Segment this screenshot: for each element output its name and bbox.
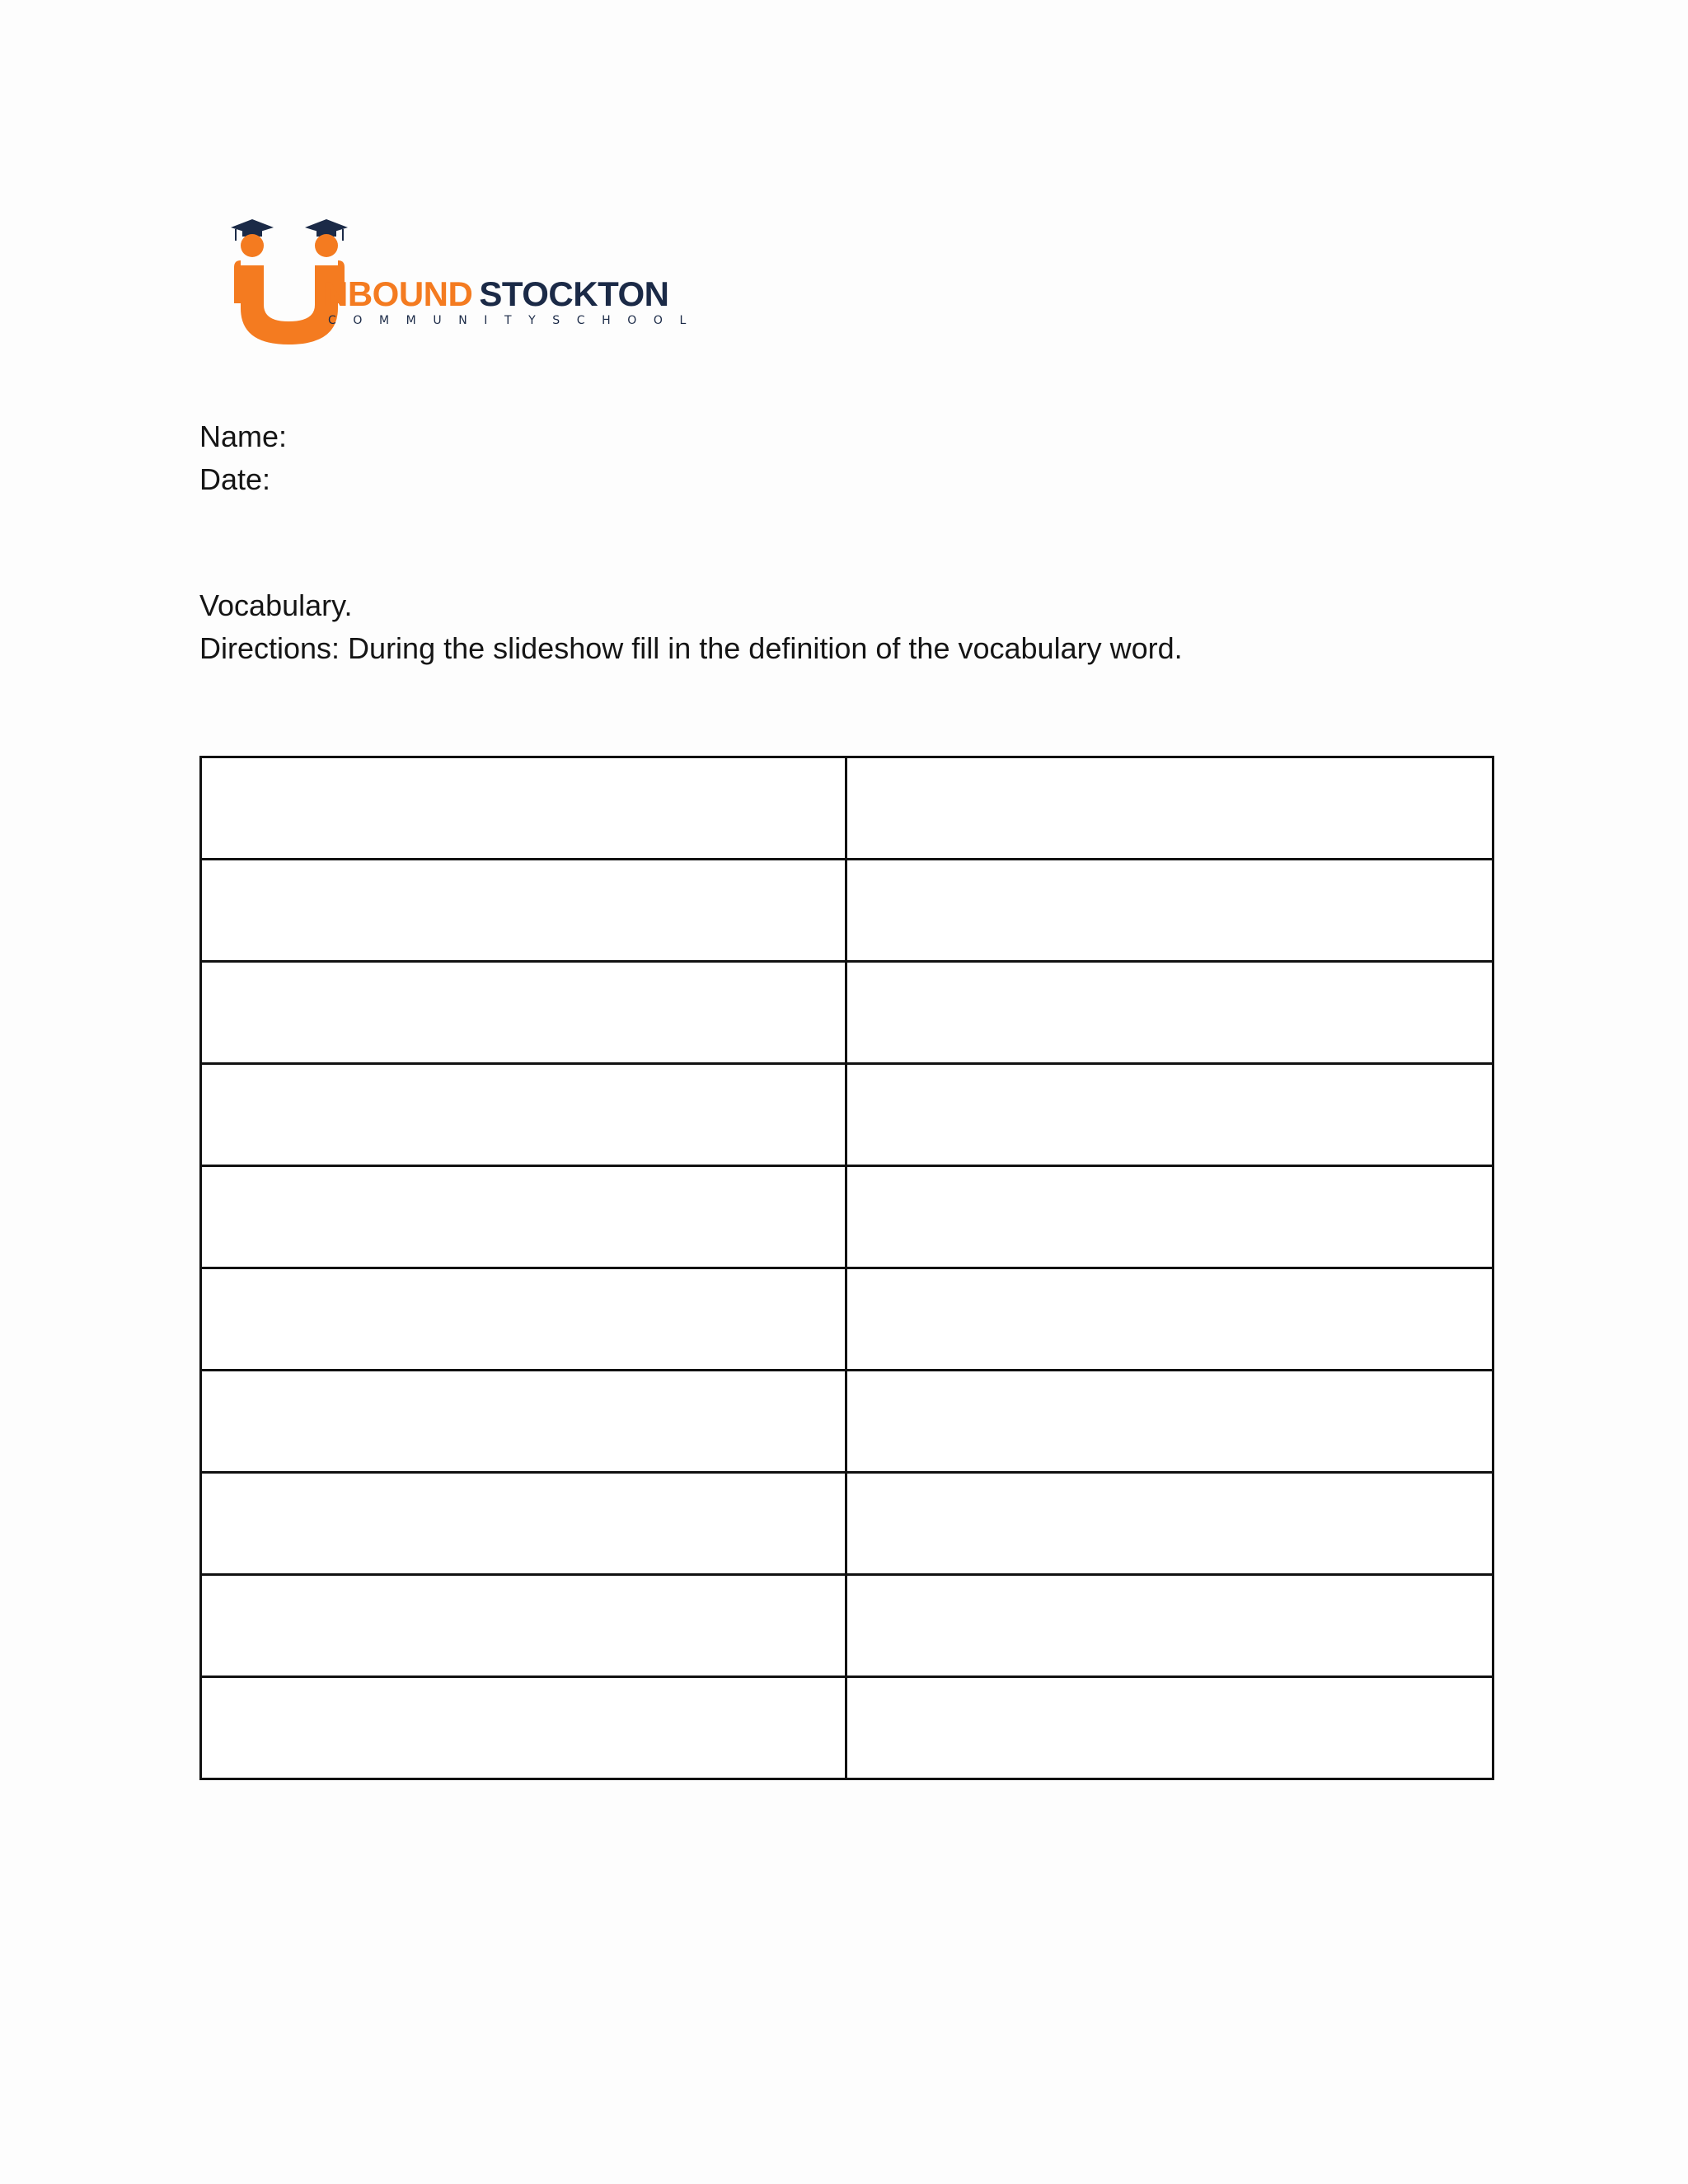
vocabulary-word-cell[interactable] bbox=[201, 1473, 846, 1575]
table-row bbox=[201, 757, 1493, 860]
table-row bbox=[201, 1268, 1493, 1371]
definition-cell[interactable] bbox=[846, 962, 1493, 1064]
vocabulary-table bbox=[199, 756, 1494, 1780]
vocabulary-word-cell[interactable] bbox=[201, 1268, 846, 1371]
table-row bbox=[201, 1677, 1493, 1779]
definition-cell[interactable] bbox=[846, 860, 1493, 962]
directions-text: Directions: During the slideshow fill in the definition of the vocabulary word. bbox=[199, 631, 1183, 665]
definition-cell[interactable] bbox=[846, 1473, 1493, 1575]
school-logo bbox=[223, 213, 717, 353]
vocabulary-word-cell[interactable] bbox=[201, 1166, 846, 1268]
vocabulary-word-cell[interactable] bbox=[201, 1064, 846, 1166]
vocabulary-word-cell[interactable] bbox=[201, 757, 846, 860]
vocabulary-word-cell[interactable] bbox=[201, 860, 846, 962]
vocabulary-word-cell[interactable] bbox=[201, 1677, 846, 1779]
definition-cell[interactable] bbox=[846, 1371, 1493, 1473]
vocabulary-word-cell[interactable] bbox=[201, 1371, 846, 1473]
definition-cell[interactable] bbox=[846, 757, 1493, 860]
table-row bbox=[201, 1473, 1493, 1575]
definition-cell[interactable] bbox=[846, 1064, 1493, 1166]
date-label: Date: bbox=[199, 462, 271, 496]
table-row bbox=[201, 1371, 1493, 1473]
definition-cell[interactable] bbox=[846, 1268, 1493, 1371]
table-row bbox=[201, 1575, 1493, 1677]
logo-wordmark bbox=[323, 274, 669, 313]
definition-cell[interactable] bbox=[846, 1575, 1493, 1677]
vocabulary-word-cell[interactable] bbox=[201, 1575, 846, 1677]
vocabulary-word-cell[interactable] bbox=[201, 962, 846, 1064]
section-title: Vocabulary. bbox=[199, 588, 353, 622]
table-row bbox=[201, 1064, 1493, 1166]
table-row bbox=[201, 962, 1493, 1064]
table-row bbox=[201, 860, 1493, 962]
definition-cell[interactable] bbox=[846, 1677, 1493, 1779]
name-label: Name: bbox=[199, 419, 288, 453]
logo-tagline: COMMUNITYSCHOOL bbox=[328, 314, 703, 327]
table-row bbox=[201, 1166, 1493, 1268]
definition-cell[interactable] bbox=[846, 1166, 1493, 1268]
logo-wordmark-unbound: NBOUND bbox=[323, 274, 473, 313]
logo-wordmark-stockton: STOCKTON bbox=[479, 274, 669, 313]
